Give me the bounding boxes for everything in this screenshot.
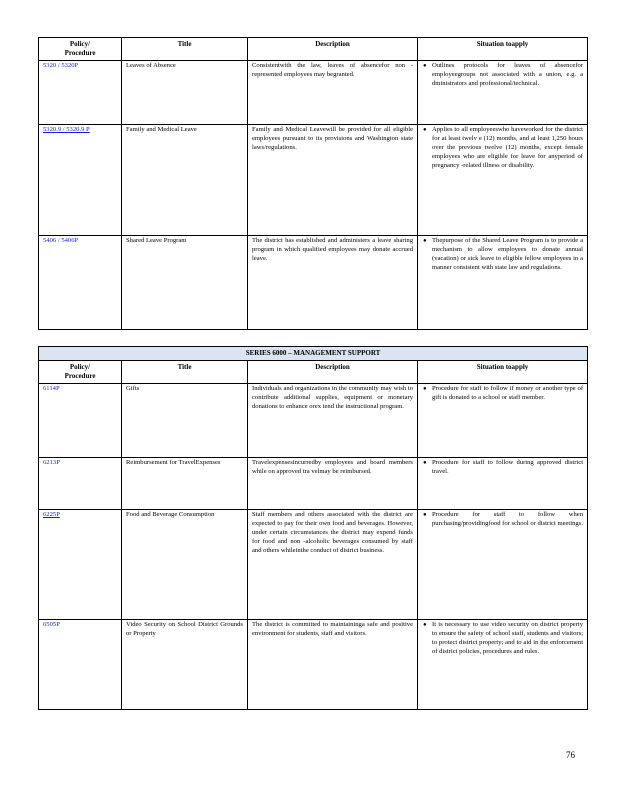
page-number: 76 — [566, 750, 575, 760]
table-header-row — [39, 361, 588, 384]
header-situation: Situation toapply — [418, 38, 588, 61]
policy-description: Travelexpensesincurredby employees and board members while on approved tra velmay be reimbursed. — [248, 458, 418, 510]
table-header-row — [39, 38, 588, 61]
policy-situation — [418, 510, 588, 620]
policy-number — [39, 510, 122, 620]
policy-description: The district is committed to maintaininga safe and positive environment for students, staff and visitors. — [248, 620, 418, 710]
table-row — [39, 125, 588, 236]
list-item: ● Procedure for staff to follow if money or another type of gift is donated to a school or staff member. — [432, 385, 583, 403]
header-policy: Policy/ Procedure — [39, 38, 122, 61]
policy-number-text: 5406 / 5406P — [43, 237, 79, 244]
policy-number — [39, 125, 122, 236]
policy-title: Video Security on School District Grounds or Property — [122, 620, 248, 710]
table-row — [39, 384, 588, 458]
policy-number — [39, 61, 122, 125]
policy-number-text: 5320 / 5320P — [43, 62, 79, 69]
policy-number — [39, 384, 122, 458]
header-situation: Situation toapply — [418, 361, 588, 384]
table-row — [39, 236, 588, 330]
policy-title: Food and Beverage Consumption — [122, 510, 248, 620]
list-item: ● Outlines protocols for leaves of absencefor employeegroups not associated with a union, e.g. a dministrators and professional/technical. — [432, 62, 583, 89]
list-item: ● Thepurpose of the Shared Leave Program is to provide a mechanism to allow employees to donate annual (vacation) or sick leave to eligible fellow employees in a manner consistent with state law and regulations. — [432, 237, 583, 273]
table-row — [39, 510, 588, 620]
policy-situation — [418, 458, 588, 510]
policy-situation — [418, 125, 588, 236]
policy-title: Gifts — [122, 384, 248, 458]
policy-number-text: 6213P — [43, 459, 60, 466]
policy-situation — [418, 61, 588, 125]
header-title: Title — [122, 38, 248, 61]
header-description: Description — [248, 38, 418, 61]
list-item: ● It is necessary to use video security on district property to ensure the safety of school staff, students and visitors; to protect district property; and to aid in the enforcement of district policies, procedures and rules. — [432, 621, 583, 657]
policy-description: Family and Medical Leavewill be provided for all eligible employees pursuant to its provisions and Washington state laws/regulations. — [248, 125, 418, 236]
policy-link[interactable]: 6225P — [43, 511, 60, 518]
header-title: Title — [122, 361, 248, 384]
policy-title: Leaves of Absence — [122, 61, 248, 125]
list-item: ● Procedure for staff to follow when purchasing/providingfood for school or district meetings. — [432, 511, 583, 529]
policy-table-series-6000 — [38, 346, 588, 710]
policy-table-series-5000 — [38, 37, 588, 330]
header-description: Description — [248, 361, 418, 384]
policy-description: Consistentwith the law, leaves of absencefor non -represented employees may begranted. — [248, 61, 418, 125]
list-item: ● Procedure for staff to follow during approved district travel. — [432, 459, 583, 477]
policy-title: Shared Leave Program — [122, 236, 248, 330]
header-policy: Policy/ Procedure — [39, 361, 122, 384]
policy-number — [39, 620, 122, 710]
list-item: ● Applies to all employeeswho haveworked for the district for at least twelv e (12) months, and at least 1,250 hours over the previous twelve (12) months, except female employees who are eligible for leave for anyperiod of pregnancy -related illness or disability. — [432, 126, 583, 171]
policy-number — [39, 458, 122, 510]
policy-title: Reimbursement for TravelExpenses — [122, 458, 248, 510]
policy-situation — [418, 384, 588, 458]
policy-title: Family and Medical Leave — [122, 125, 248, 236]
policy-description: Staff members and others associated with the district are expected to pay for their own food and beverages. However, under certain circumstances the district may expend funds for food and non -alcoholic beverages consumed by staff and others whileinthe conduct of district business. — [248, 510, 418, 620]
table-row — [39, 458, 588, 510]
table-row — [39, 61, 588, 125]
policy-number-text: 6505P — [43, 621, 60, 628]
policy-number — [39, 236, 122, 330]
policy-situation — [418, 620, 588, 710]
policy-situation — [418, 236, 588, 330]
policy-description: The district has established and administers a leave sharing program in which qualified employees may donate accrued leave. — [248, 236, 418, 330]
policy-number-text: 6114P — [43, 385, 60, 392]
policy-link[interactable]: 5320.9 / 5320.9 P — [43, 126, 90, 133]
series-title-row — [39, 347, 588, 361]
policy-description: Individuals and organizations in the community may wish to contribute additional supplies, equipment or monetary donations to enhance orex tend the instructional program. — [248, 384, 418, 458]
series-title: SERIES 6000 – MANAGEMENT SUPPORT — [39, 347, 588, 361]
table-row — [39, 620, 588, 710]
